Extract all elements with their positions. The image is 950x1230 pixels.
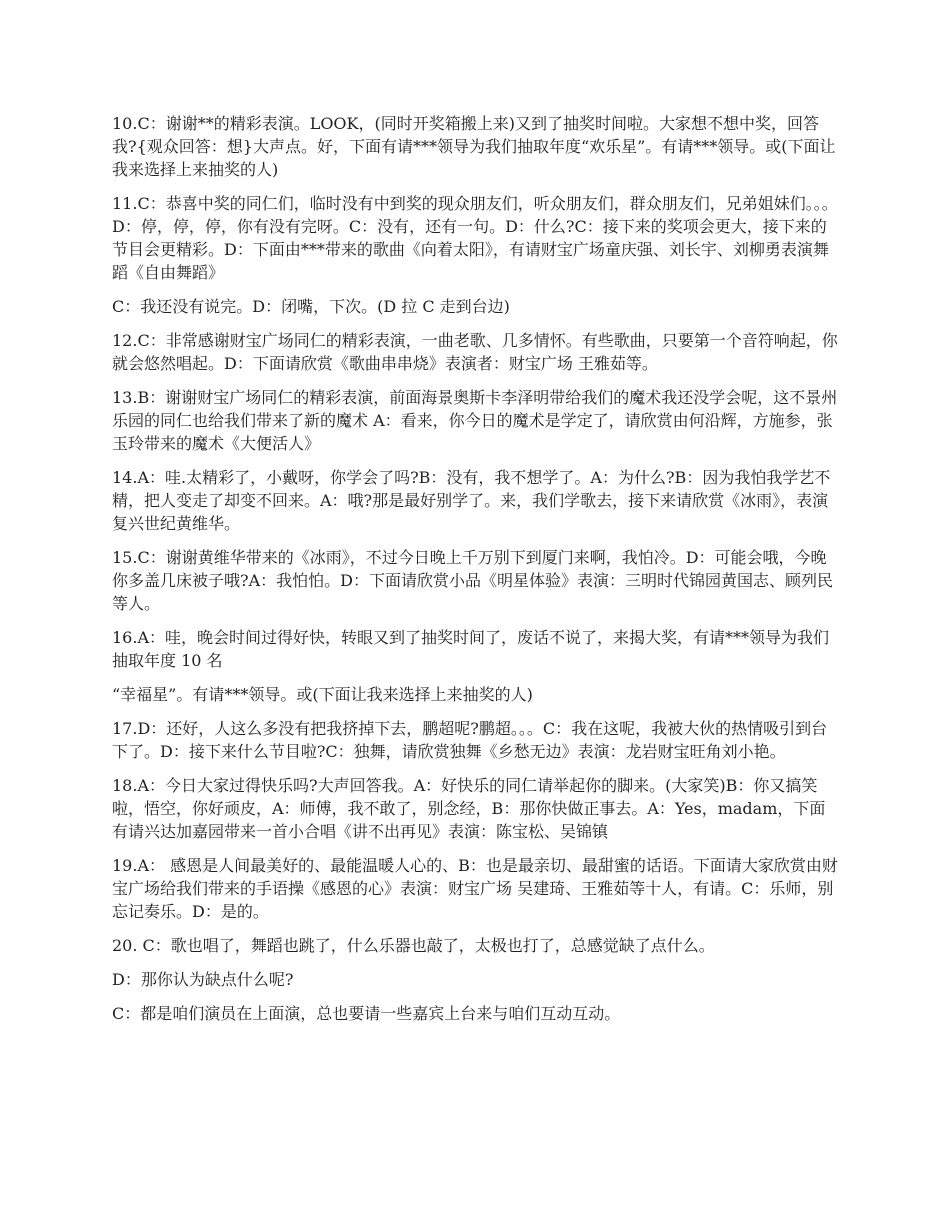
paragraph-11-continued: C：我还没有说完。D：闭嘴，下次。(D 拉 C 走到台边) (112, 297, 510, 316)
paragraph-18: 18.A：今日大家过得快乐吗?大声回答我。A：好快乐的同仁请举起你的脚来。(大家笑)B：你又搞笑啦，悟空，你好顽皮，A：师傅，我不敢了，别念经，B：那你快做正事去。A：Yes，madam，下面有请兴达加嘉园带来一首小合唱《讲不出再见》表演：陈宝松、吴锦镇 (112, 776, 826, 841)
paragraph-16-continued: “幸福星”。有请***领导。或(下面让我来选择上来抽奖的人) (112, 685, 533, 704)
paragraph-20-d-line: D：那你认为缺点什么呢? (112, 970, 294, 989)
paragraph-12: 12.C：非常感谢财宝广场同仁的精彩表演，一曲老歌、几多情怀。有些歌曲，只要第一个音符响起，你就会悠然唱起。D：下面请欣赏《歌曲串串烧》表演者：财宝广场 王雅茹等。 (112, 331, 838, 373)
paragraph-11: 11.C：恭喜中奖的同仁们，临时没有中到奖的现众朋友们，听众朋友们，群众朋友们，兄弟姐妹们。。。D：停，停，停，你有没有完呀。C：没有，还有一句。D：什么?C：接下来的奖项会更大，接下来的节目会更精彩。D：下面由***带来的歌曲《向着太阳》，有请财宝广场童庆强、刘长宇、刘柳勇表演舞蹈《自由舞蹈》 (112, 194, 838, 282)
paragraph-13: 13.B：谢谢财宝广场同仁的精彩表演，前面海景奥斯卡李泽明带给我们的魔术我还没学会呢，这不景州乐园的同仁也给我们带来了新的魔术 A：看来，你今日的魔术是学定了，请欣赏由何沿辉，方施参，张玉玲带来的魔术《大便活人》 (112, 388, 838, 453)
paragraph-10: 10.C：谢谢**的精彩表演。LOOK，(同时开奖箱搬上来)又到了抽奖时间啦。大家想不想中奖，回答我?{观众回答：想}大声点。好，下面有请***领导为我们抽取年度“欢乐星”。有请***领导。或(下面让我来选择上来抽奖的人) (112, 114, 836, 179)
paragraph-19: 19.A： 感恩是人间最美好的、最能温暖人心的、B：也是最亲切、最甜蜜的话语。下面请大家欣赏由财宝广场给我们带来的手语操《感恩的心》表演：财宝广场 吴建琦、王雅茹等十人，有请。C：乐师，别忘记奏乐。D：是的。 (112, 856, 838, 921)
paragraph-16: 16.A：哇，晚会时间过得好快，转眼又到了抽奖时间了，废话不说了，来揭大奖，有请***领导为我们抽取年度 10 名 (112, 628, 830, 670)
paragraph-20-c-line: C：都是咱们演员在上面演，总也要请一些嘉宾上台来与咱们互动互动。 (112, 1004, 621, 1023)
document-page (112, 112, 840, 1036)
paragraph-20: 20. C：歌也唱了，舞蹈也跳了，什么乐器也敲了，太极也打了，总感觉缺了点什么。 (112, 936, 715, 955)
paragraph-17: 17.D：还好，人这么多没有把我挤掉下去，鹏超呢?鹏超。。。C：我在这呢，我被大伙的热情吸引到台下了。D：接下来什么节目啦?C：独舞，请欣赏独舞《乡愁无边》表演：龙岩财宝旺角刘小艳。 (112, 719, 828, 761)
paragraph-15: 15.C：谢谢黄维华带来的《冰雨》，不过今日晚上千万别下到厦门来啊，我怕冷。D：可能会哦，今晚你多盖几床被子哦?A：我怕怕。D：下面请欣赏小品《明星体验》表演：三明时代锦园黄国志、顾列民等人。 (112, 548, 833, 613)
paragraph-14: 14.A：哇.太精彩了，小戴呀，你学会了吗?B：没有，我不想学了。A：为什么?B：因为我怕我学艺不精，把人变走了却变不回来。A：哦?那是最好别学了。来，我们学歌去，接下来请欣赏《冰雨》，表演复兴世纪黄维华。 (112, 468, 831, 533)
